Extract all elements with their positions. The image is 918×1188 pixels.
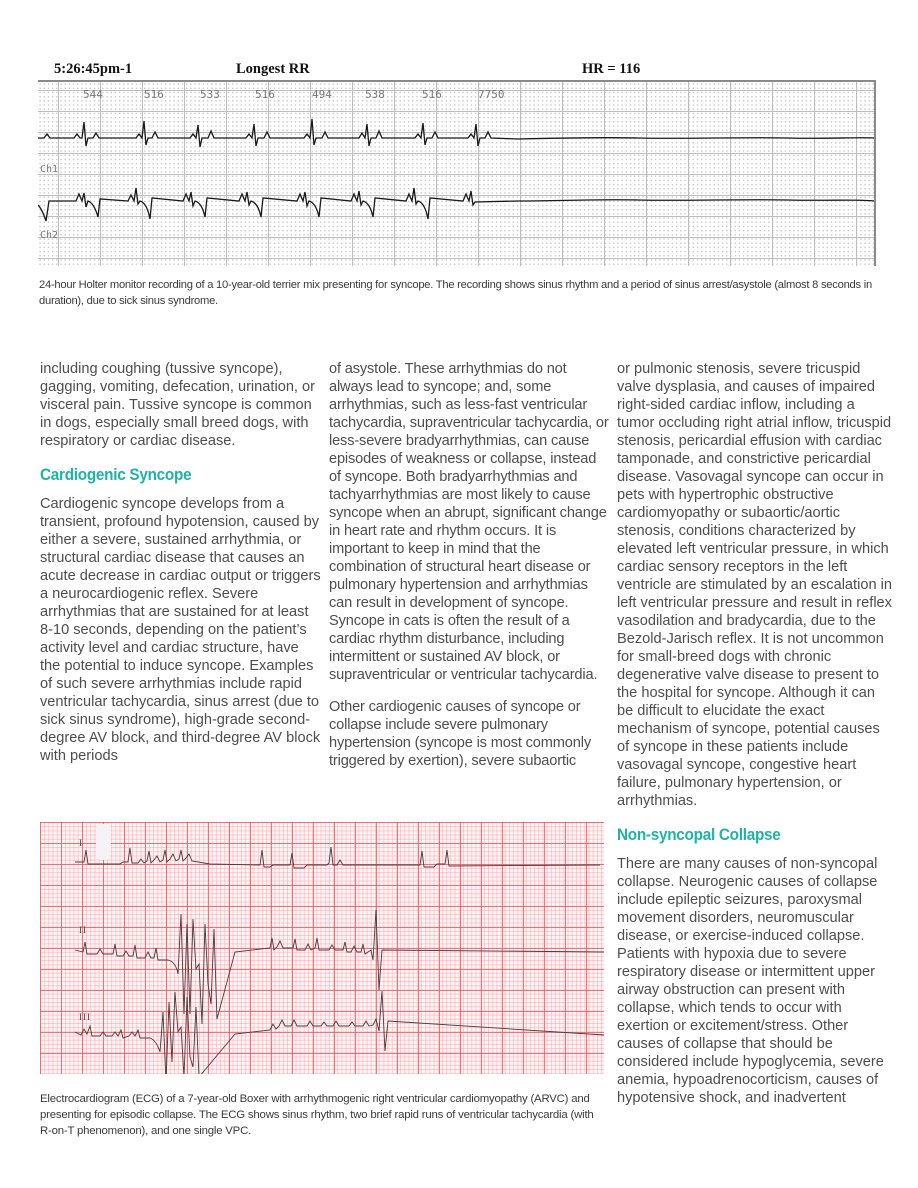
lead-i-trace <box>75 847 600 868</box>
paragraph: or pulmonic stenosis, severe tricuspid valve dysplasia, and causes of impaired right-sided cardiac inflow, including a tumor occluding right atrial inflow, tricuspid stenosis, pericardial effusion with cardiac tamponade, and constrictive pericardial disease. Vasovagal syncope can occur in pets with hypertrophic obstructive cardiomyopathy or subaortic/aortic stenosis, conditions characterized by elevated left ventricular pressure, in which cardiac sensory receptors in the left ventricle are stimulated by an escalation in left ventricular pressure and result in reflex vasodilation and bradycardia, due to the Bezold-Jarisch reflex. It is not uncommon for small-breed dogs with chronic degenerative valve disease to present to the hospital for syncope. Although it can be difficult to elucidate the exact mechanism of syncope, potential causes of syncope in these patients include vasovagal syncope, congestive heart failure, pulmonary hypertension, or arrhythmias. <box>617 361 892 809</box>
rr-interval: 544 <box>83 88 103 101</box>
section-heading-cardiogenic-syncope: Cardiogenic Syncope <box>40 465 192 484</box>
article-column-2 <box>329 360 609 784</box>
lead-i-label: I <box>79 838 83 848</box>
holter-caption: 24-hour Holter monitor recording of a 10-year-old terrier mix presenting for syncope. The recording shows sinus rhythm and a period of sinus arrest/asystole (almost 8 seconds in duration), due to sick sinus syndrome. <box>39 279 872 307</box>
rr-interval: 516 <box>255 88 275 101</box>
channel-1-label: Ch1 <box>40 164 59 175</box>
ecg-figure <box>40 822 604 1074</box>
paragraph: of asystole. These arrhythmias do not always lead to syncope; and, some arrhythmias, such as less-fast ventricular tachycardia, supraventricular tachycardia, or less-severe bradyarrhythmias, can cause episodes of weakness or collapse, instead of syncope. Both bradyarrhythmias and tachyarrhythmias are most likely to cause syncope when an abrupt, significant change in heart rate and rhythm occurs. It is important to keep in mind that the combination of structural heart disease or pulmonary hypertension and arrhythmias can result in development of syncope. Syncope in cats is often the result of a cardiac rhythm disturbance, including intermittent or sustained AV block, or supraventricular or ventricular tachycardia. <box>329 361 609 683</box>
article-column-3 <box>617 360 892 1121</box>
rr-interval: 7750 <box>478 88 505 101</box>
lead-iii-label: III <box>79 1012 91 1022</box>
holter-header <box>38 58 876 80</box>
paragraph: Other cardiogenic causes of syncope or collapse include severe pulmonary hypertension (syncope is most commonly triggered by exertion), severe subaortic <box>329 699 591 769</box>
lead-iii-trace <box>75 991 604 1074</box>
holter-title: Longest RR <box>236 61 310 77</box>
rr-interval: 533 <box>200 88 220 101</box>
lead-ii-label: II <box>79 925 87 935</box>
article-column-1 <box>40 360 322 779</box>
holter-heart-rate: HR = 116 <box>582 61 641 77</box>
lead-ii-trace <box>75 910 604 1024</box>
paragraph: Cardiogenic syncope develops from a transient, profound hypotension, caused by either a severe, sustained arrhythmia, or structural cardiac disease that causes an acute decrease in cardiac output or triggers a neurocardiogenic reflex. Severe arrhythmias that are sustained for at least 8-10 seconds, depending on the patient’s activity level and cardiac structure, have the potential to induce syncope. Examples of such severe arrhythmias include rapid ventricular tachycardia, sinus arrest (due to sick sinus syndrome), high-grade second-degree AV block, and third-degree AV block with periods <box>40 496 321 764</box>
paragraph: including coughing (tussive syncope), gagging, vomiting, defecation, urination, or visceral pain. Tussive syncope is common in dogs, especially small breed dogs, with respiratory or cardiac disease. <box>40 361 316 449</box>
rr-interval: 538 <box>365 88 385 101</box>
rr-interval: 494 <box>312 88 332 101</box>
ecg-traces <box>40 822 604 1074</box>
section-heading-non-syncopal-collapse: Non-syncopal Collapse <box>617 825 781 844</box>
paragraph: There are many causes of non-syncopal collapse. Neurogenic causes of collapse include epileptic seizures, paroxysmal movement disorders, neuromuscular disease, or exercise-induced collapse. Patients with hypoxia due to severe respiratory disease or intermittent upper airway obstruction can present with collapse, which tends to occur with exertion or excitement/stress. Other causes of collapse that should be considered include hypoglycemia, severe anemia, hypoadrenocorticism, causes of hypotensive shock, and inadvertent <box>617 856 884 1106</box>
rr-interval: 516 <box>144 88 164 101</box>
channel-1-trace <box>38 119 874 147</box>
holter-timestamp: 5:26:45pm-1 <box>54 61 133 77</box>
channel-2-trace <box>38 188 874 221</box>
holter-figure <box>38 58 876 266</box>
holter-traces <box>38 80 876 266</box>
rr-interval: 516 <box>422 88 442 101</box>
channel-2-label: Ch2 <box>40 230 59 241</box>
ecg-caption: Electrocardiogram (ECG) of a 7-year-old Boxer with arrhythmogenic right ventricular cardiomyopathy (ARVC) and presenting for episodic collapse. The ECG shows sinus rhythm, two brief rapid runs of ventricular tachycardia (with R-on-T phenomenon), and one single VPC. <box>40 1093 594 1137</box>
